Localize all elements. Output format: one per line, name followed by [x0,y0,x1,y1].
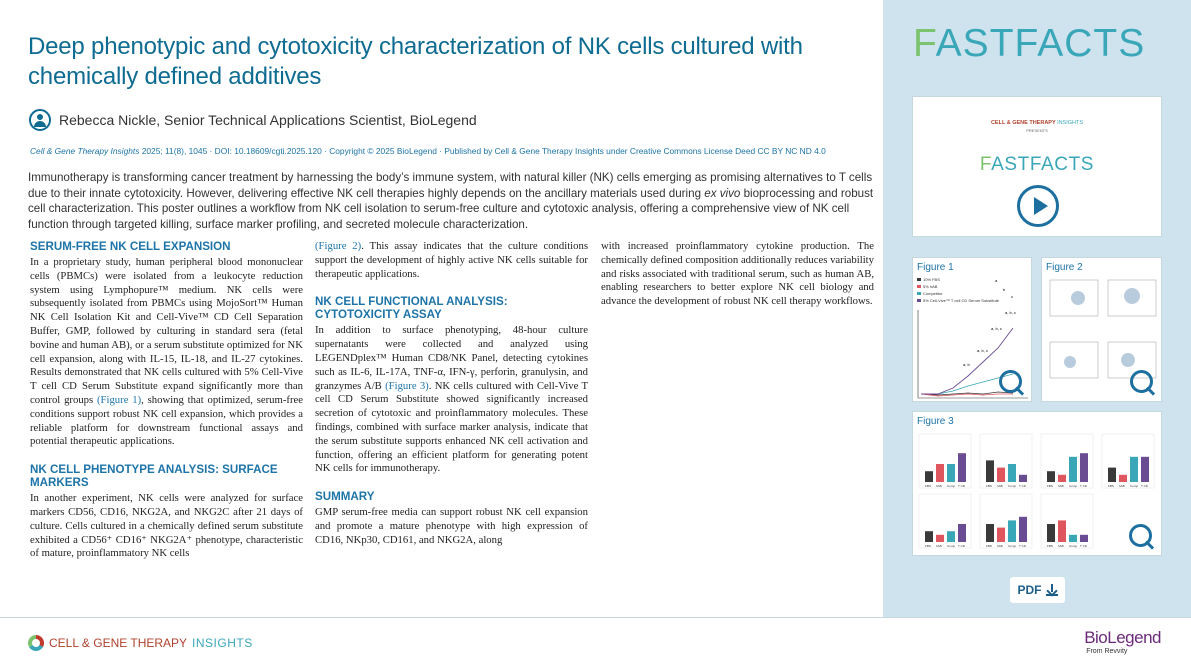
section-heading-serum-free: SERUM-FREE NK CELL EXPANSION [30,240,231,253]
section-heading-summary: SUMMARY [315,490,375,504]
legend-swatch [917,285,921,288]
author-row [29,109,477,131]
fastfacts-logo [913,22,1145,66]
legend-label: 10% FBS [923,277,940,282]
bar-label: T CD [1019,544,1026,548]
bar-label: hAB [997,484,1003,488]
bar [997,528,1005,542]
figure-3-chart [913,412,1163,557]
bar-label: FBS [925,544,931,548]
section-text-part: . This assay indicates that the culture conditions support the development of highly active NK cells suitable for therapeutic applications. [315,240,588,280]
logo-letter: F [913,22,936,65]
intro-paragraph [28,170,874,232]
annotation: b [1003,287,1006,292]
cgt-name: CELL & GENE THERAPY [49,636,188,650]
bar-label: T CD [1019,484,1026,488]
bar [1008,464,1016,482]
bar-label: FBS [1047,484,1053,488]
bar [986,460,994,482]
section-text-part: In a proprietary study, human peripheral blood mononuclear cells (PBMCs) were isolated from a leukocyte reduction system using Lymphopure™ medium. NK cells were subsequently isolated from PBMCs using MojoSort™ Human NK Cell Isolation Kit and Cell-Vive™ CD Cell Separation Buffer, GMP, followed by culturing in standard sera (fetal bovine and human AB), or a serum substitute optimized for NK cell expansion, along with IL-15, IL-18, and IL-27 cytokines. Results demonstrated that NK cells cultured with 5% Cell-Vive T cell CD Serum Substitute expand significantly more than control groups [30,256,303,406]
zoom-icon[interactable] [999,370,1025,396]
play-icon[interactable] [1017,185,1059,227]
cgt-logo-icon [28,635,44,651]
bar-label: T CD [1080,544,1087,548]
section-text-cytotoxicity [315,324,588,476]
section-text-phenotype-b [315,240,588,281]
legend-label: Competitor [923,291,943,296]
bar-label: hAB [997,544,1003,548]
bar [925,471,933,482]
bar [958,524,966,542]
download-icon [1046,584,1058,596]
figure-3-thumbnail[interactable] [912,411,1162,556]
bar-label: hAB [936,484,942,488]
annotation: a, b, c [977,348,988,353]
bar [1119,475,1127,482]
biolegend-logo[interactable] [1084,628,1161,655]
column-2 [315,240,588,562]
legend-swatch [917,292,921,295]
column-3 [601,240,874,323]
bar-label: hAB [1058,544,1064,548]
legend-label: 5% hAB [923,284,938,289]
video-publisher [913,120,1161,126]
author-role: , Senior Technical Applications Scientist, BioLegend [156,112,477,128]
annotation: a, b, c [991,326,1002,331]
annotation: a, b [963,362,970,367]
section-text-summary-b: with increased proinflammatory cytokine production. The chemically defined composition additionally reduces variability and risks associated with traditional serum, such as human AB, enabling researchers to better explore NK cell biology and advance the development of robust NK cell therapy workflows. [601,240,874,308]
bar [1058,475,1066,482]
bar-label: Comp [1069,544,1078,548]
bar-label: hAB [1058,484,1064,488]
bar-label: FBS [925,484,931,488]
biolegend-name: BioLegend [1084,628,1161,647]
legend-swatch [917,299,921,302]
section-heading-phenotype: NK CELL PHENOTYPE ANALYSIS: SURFACE MARKERS [30,463,278,490]
figure-3-link[interactable]: (Figure 3) [385,379,429,392]
bar-label: Comp [1069,484,1078,488]
pdf-download-button[interactable] [1010,577,1065,603]
figure-1-link[interactable]: (Figure 1) [96,393,142,406]
figure-2-link[interactable]: (Figure 2) [315,240,362,252]
video-presents: PRESENTS [1026,128,1048,133]
figure-2-thumbnail[interactable] [1041,257,1162,402]
bar-label: FBS [1047,544,1053,548]
bar-label: FBS [1108,484,1114,488]
video-logo-letter: F [979,154,992,175]
column-1 [30,240,303,575]
video-logo-rest: ASTFACTS [991,154,1095,175]
video-publisher-b: INSIGHTS [1057,120,1084,126]
section-text-summary-a: GMP serum-free media can support robust NK cell expansion and promote a mature phenotype with high expression of CD16, NKp30, CD161, and NKG2A, along [315,506,588,546]
page-title: Deep phenotypic and cytotoxicity characterization of NK cells cultured with chemically defined additives [28,33,803,90]
zoom-icon[interactable] [1129,524,1155,550]
zoom-icon[interactable] [1130,370,1156,396]
cell-cluster [1064,356,1076,368]
intro-text-2: bioprocessing and robust cell characterization. This poster outlines a workflow from NK cell isolation to serum-free culture and cytotoxic analysis, offering a comprehensive view of NK cell function through targeted killing, surface marker profiling, and secreted molecule characterization. [28,186,874,231]
citation-details: 2025; 11(8), 1045 · DOI: 10.18609/cgti.2025.120 · Copyright © 2025 BioLegend · Published by Cell & Gene Therapy Insights under Creative Commons License Deed CC BY NC ND 4.0 [139,146,826,156]
bar-label: hAB [936,544,942,548]
cell-cluster [1071,291,1085,305]
cell-cluster [1121,353,1135,367]
bar-label: Comp [947,544,956,548]
footer [0,617,1191,669]
section-text-phenotype-a: In another experiment, NK cells were analyzed for surface markers CD56, CD16, NKG2A, and NKG2C after 21 days of culture. Cells cultured in a chemically defined serum substitute exhibited a CD56⁺ CD16⁺ NKG2A⁺ phenotype, characteristic of mature, proinflammatory NK cells [30,492,303,560]
bar [947,464,955,482]
cgt-logo[interactable] [28,635,253,651]
logo-rest: ASTFACTS [935,22,1146,65]
bar [1069,457,1077,482]
bar [997,468,1005,482]
bar [1019,475,1027,482]
author-name: Rebecca Nickle [59,112,157,128]
section-text-part: In addition to surface phenotyping, 48-hour culture supernatants were collected and analyzed using LEGENDplex™ Human CD8/NK Panel, detecting cytokines such as IL-6, IL-17A, TNF-α, IFN-γ, perforin, granulysin, and granzymes A/B [315,324,588,392]
bar [1047,471,1055,482]
user-icon [29,109,51,131]
video-fastfacts-logo [913,154,1161,176]
bar-label: T CD [958,544,965,548]
bar [1108,468,1116,482]
bar [958,453,966,482]
legend-label: 5% Cell-Vive™ T cell CD Serum Substitute [923,298,1000,303]
cell-cluster [1124,288,1140,304]
bar [1047,524,1055,542]
bar-label: FBS [986,484,992,488]
bar [1008,520,1016,542]
video-publisher-a: CELL & GENE THERAPY [990,120,1058,126]
annotation: a [995,278,998,283]
citation [30,146,826,156]
bar [925,531,933,542]
bar-label: T CD [1080,484,1087,488]
fastfacts-sidebar [883,0,1191,617]
intro-text-1: Immunotherapy is transforming cancer treatment by harnessing the body’s immune system, with natural killer (NK) cells emerging as promising alternatives to T cells due to their innate cytotoxicity. However, delivering effective NK cell therapies highly depends on the ancillary materials used during [28,171,873,200]
bar-label: FBS [986,544,992,548]
annotation: c [1011,294,1013,299]
bar-label: T CD [1141,484,1148,488]
cgt-insights: INSIGHTS [192,636,253,650]
bar [936,464,944,482]
bar [1019,517,1027,542]
section-text-part: , showing that optimized, serum-free conditions support robust NK cell expansion, which provides a reliable platform for downstream functional assays and potential therapeutic applications. [30,393,303,448]
video-player[interactable] [912,96,1162,237]
figure-label: Figure 2 [1046,262,1083,273]
bar [1130,457,1138,482]
figure-label: Figure 3 [917,416,954,427]
section-heading-cytotoxicity: NK CELL FUNCTIONAL ANALYSIS: CYTOTOXICITY ASSAY [315,295,508,322]
bar [1141,457,1149,482]
bar-label: hAB [1119,484,1125,488]
bar [986,524,994,542]
citation-journal: Cell & Gene Therapy Insights [30,146,140,156]
section-text-serum-free [30,256,303,449]
intro-italic: ex vivo [704,186,741,200]
bar [936,535,944,542]
bar-label: Comp [947,484,956,488]
author-text [59,112,477,128]
annotation: a, b, c [1005,310,1016,315]
biolegend-from: From Revvity [1086,648,1128,655]
bar [1080,535,1088,542]
bar [1080,453,1088,482]
bar-label: T CD [958,484,965,488]
section-text-part: . NK cells cultured with Cell-Vive T cell CD Serum Substitute showed significantly increased secretion of cytotoxic and proinflammatory molecules. These findings, combined with surface marker analysis, indicate that the serum substitute supports enhanced NK cell activation and function, offering an efficient platform for generating potent NK cells for immunotherapy. [315,379,588,475]
pdf-label: PDF [1017,583,1042,597]
bar-label: Comp [1008,484,1017,488]
figure-label: Figure 1 [917,262,954,273]
figure-1-thumbnail[interactable] [912,257,1032,402]
bar [947,531,955,542]
bar-label: Comp [1008,544,1017,548]
bar-label: Comp [1130,484,1139,488]
legend-swatch [917,278,921,281]
bar [1069,535,1077,542]
bar [1058,520,1066,542]
